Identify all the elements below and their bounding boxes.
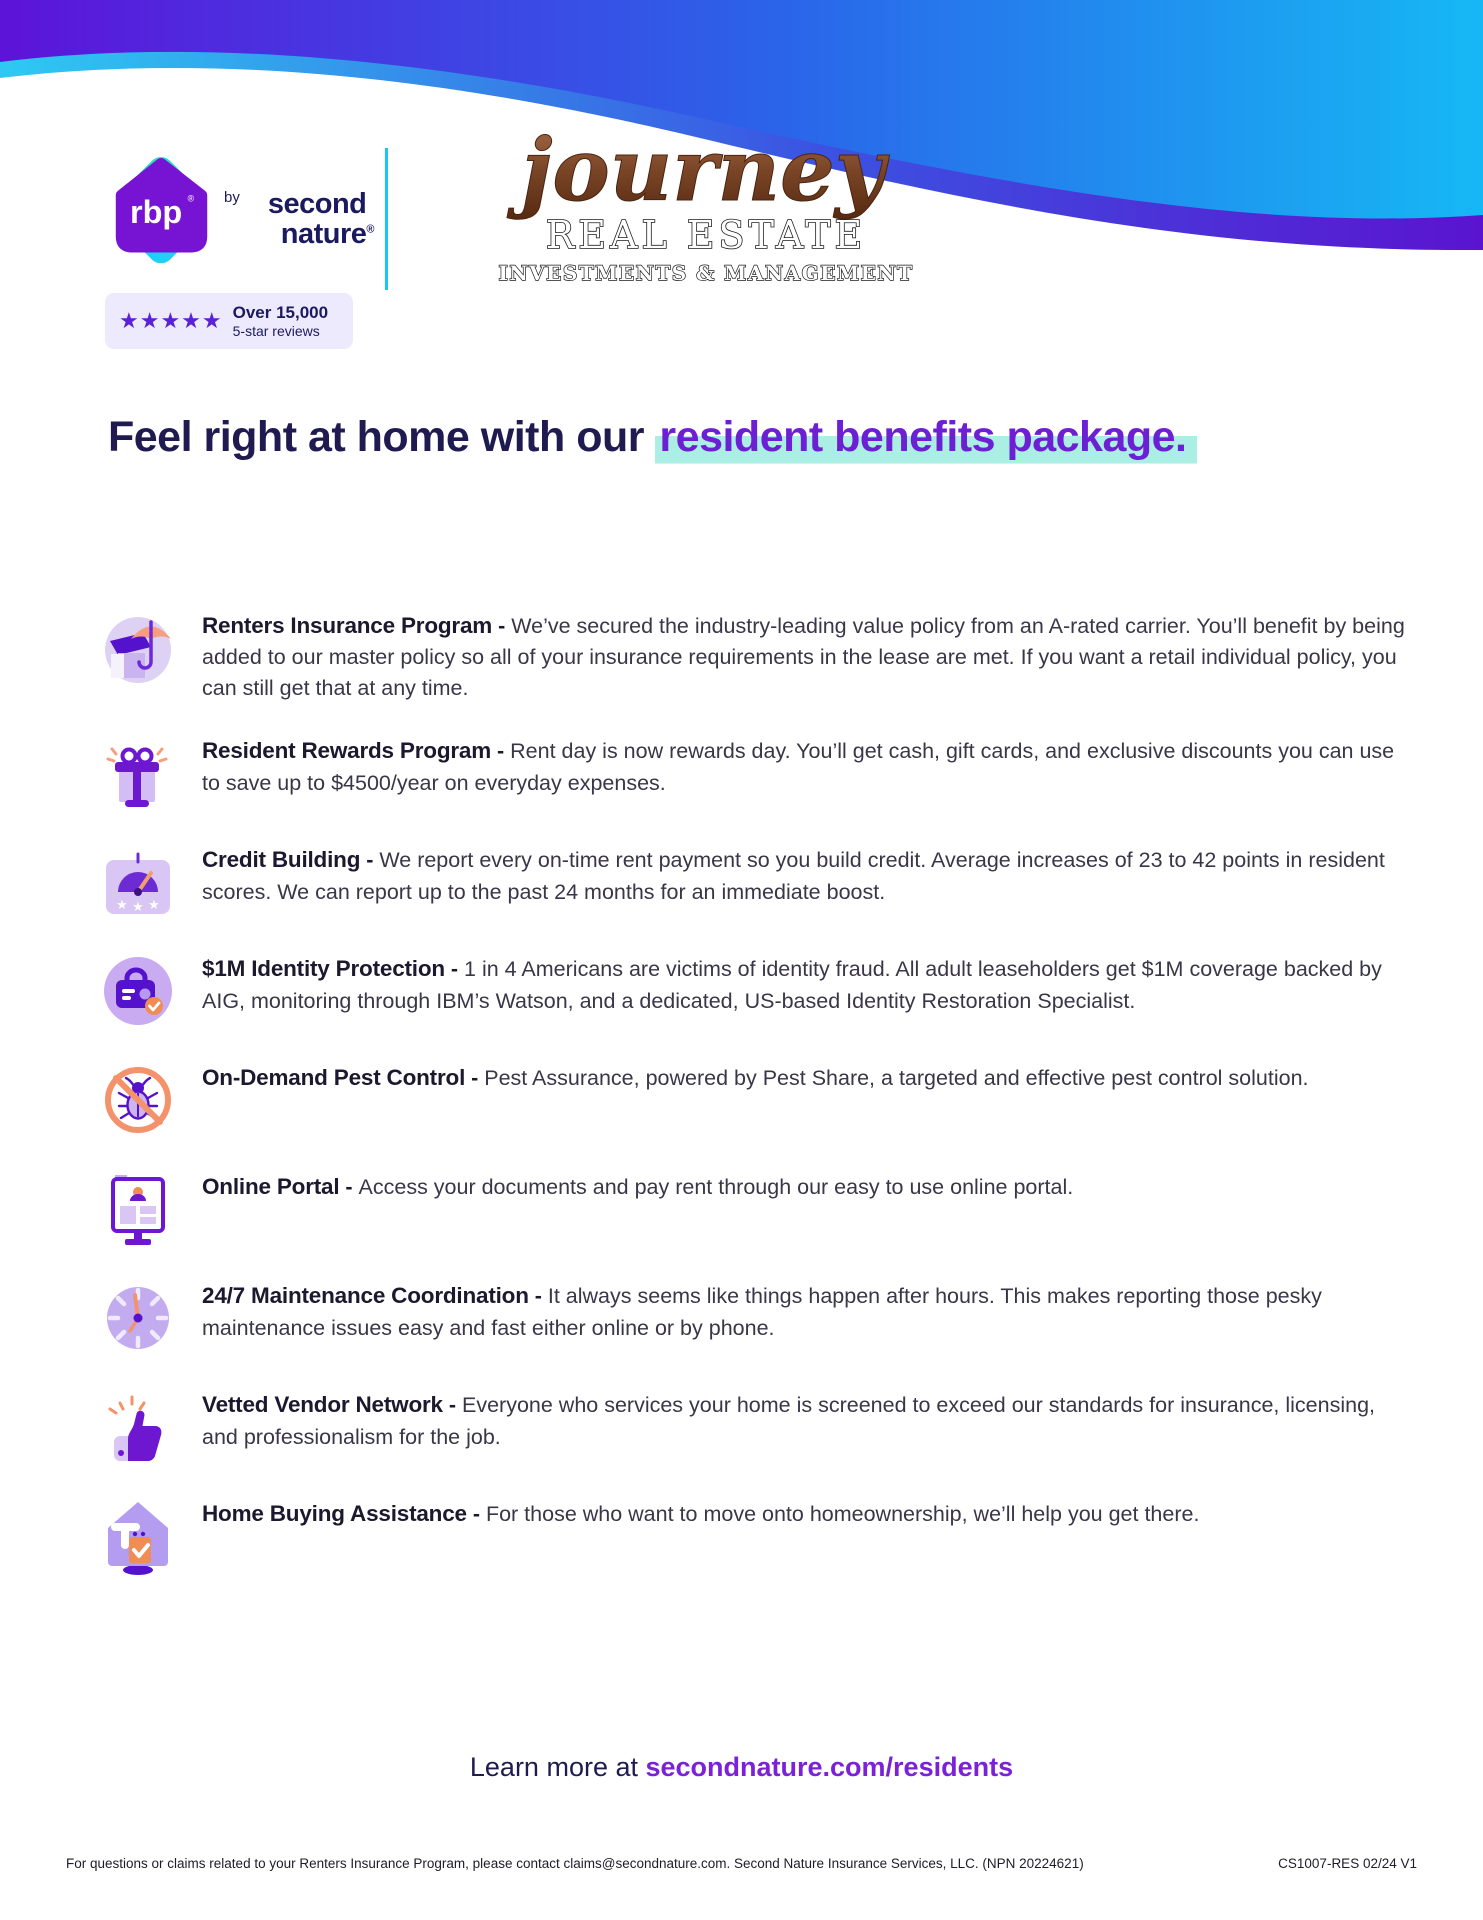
brand-word-second: second <box>267 188 367 220</box>
benefit-body: Rent day is now rewards day. You’ll get cash, gift cards, and exclusive discounts you can use to save up to $4500/year on everyday expenses. <box>202 739 1395 795</box>
benefit-item-online-portal: Online Portal - Access your documents and pay rent through our easy to use online portal. <box>98 1169 1408 1249</box>
svg-text:®: ® <box>187 193 195 204</box>
title-prefix: Feel right at home with our <box>108 413 656 461</box>
benefit-item-maintenance: 24/7 Maintenance Coordination - It always seems like things happen after hours. This makes reporting those pesky maintenance issues easy and fast either online or by phone. <box>98 1278 1408 1358</box>
benefit-body: 1 in 4 Americans are victims of identity fraud. All adult leaseholders get $1M coverage backed by AIG, monitoring through IBM’s Watson, and a dedicated, US-based Identity Restoration Specialist. <box>202 957 1382 1013</box>
benefits-list <box>98 608 1408 1605</box>
title-highlight: resident benefits package. <box>655 413 1196 466</box>
clock-icon <box>98 1278 178 1358</box>
logo-divider <box>385 148 388 290</box>
thumbs-up-icon <box>98 1387 178 1467</box>
benefit-body: Pest Assurance, powered by Pest Share, a targeted and effective pest control solution. <box>484 1066 1309 1091</box>
benefit-body: For those who want to move onto homeownership, we’ll help you get there. <box>485 1502 1200 1527</box>
home-check-icon <box>98 1496 178 1576</box>
benefit-heading: Online Portal <box>202 1174 340 1200</box>
fine-print-right: CS1007-RES 02/24 V1 <box>1278 1856 1417 1871</box>
benefit-item-pest-control: On-Demand Pest Control - Pest Assurance, powered by Pest Share, a targeted and effective pest control solution. <box>98 1060 1408 1140</box>
second-nature-wordmark <box>224 190 374 249</box>
no-pest-icon <box>98 1060 178 1140</box>
benefit-item-home-buying: Home Buying Assistance - For those who want to move onto homeownership, we’ll help you get there. <box>98 1496 1408 1576</box>
umbrella-house-icon <box>98 608 178 688</box>
reviews-badge <box>105 293 353 349</box>
five-stars-icon: ★★★★★ <box>119 308 223 333</box>
benefit-heading: On-Demand Pest Control <box>202 1065 466 1091</box>
benefit-body: We’ve secured the industry-leading value policy from an A-rated carrier. You’ll benefit by being added to our master policy so all of your insurance requirements in the lease are met. If you want a retail individual policy, you can still get that at any time. <box>202 614 1405 701</box>
benefit-item-identity-protection: $1M Identity Protection - 1 in 4 Americans are victims of identity fraud. All adult leaseholders get $1M coverage backed by AIG, monitoring through IBM’s Watson, and a dedicated, US-based Identity Restoration Specialist. <box>98 951 1408 1031</box>
identity-lock-icon <box>98 951 178 1031</box>
online-portal-icon <box>98 1169 178 1249</box>
benefit-body: It always seems like things happen after hours. This makes reporting those pesky maintenance issues easy and fast either online or by phone. <box>202 1284 1322 1340</box>
benefit-heading: Credit Building <box>202 847 361 873</box>
benefit-heading: Home Buying Assistance <box>202 1501 467 1527</box>
benefit-body: Access your documents and pay rent through our easy to use online portal. <box>358 1175 1074 1200</box>
journey-real-estate-logo <box>438 122 968 300</box>
benefit-heading: 24/7 Maintenance Coordination <box>202 1283 529 1309</box>
benefit-item-credit-building: ★ ★ ★ Credit Building - We report every on-time rent payment so you build credit. Average increases of 23 to 42 points in resident scores. We can report up to the past 24 months for an immediate boost. <box>98 842 1408 922</box>
benefit-heading: Resident Rewards Program <box>202 738 492 764</box>
learn-more-line <box>0 1752 1483 1783</box>
rbp-logo <box>103 150 221 290</box>
journey-script-text: journey <box>521 122 885 221</box>
by-label: by <box>224 189 240 206</box>
credit-gauge-icon <box>98 842 178 922</box>
fine-print <box>66 1856 1417 1871</box>
benefit-item-vendor-network: Vetted Vendor Network - Everyone who services your home is screened to exceed our standards for insurance, licensing, and professionalism for the job. <box>98 1387 1408 1467</box>
benefit-item-resident-rewards: Resident Rewards Program - Rent day is now rewards day. You’ll get cash, gift cards, and exclusive discounts you can use to save up to $4500/year on everyday expenses. <box>98 733 1408 813</box>
benefit-body: We report every on-time rent payment so you build credit. Average increases of 23 to 42 points in resident scores. We can report up to the past 24 months for an immediate boost. <box>202 848 1385 904</box>
real-estate-text: REAL ESTATE <box>545 213 867 257</box>
brand-word-nature: nature® <box>280 218 374 250</box>
svg-text:★: ★ <box>148 897 160 913</box>
learn-more-url[interactable]: secondnature.com/residents <box>645 1752 1014 1782</box>
benefit-item-renters-insurance: Renters Insurance Program - We’ve secured the industry-leading value policy from an A-rated carrier. You’ll benefit by being added to our master policy so all of your insurance requirements in the lease are met. If you want a retail individual policy, you can still get that at any time. <box>98 608 1408 704</box>
fine-print-left: For questions or claims related to your Renters Insurance Program, please contact claims@secondnature.com. Second Nature Insurance Services, LLC. (NPN 20224621) <box>66 1856 1084 1871</box>
reviews-label: 5-star reviews <box>232 322 320 339</box>
benefit-heading: $1M Identity Protection <box>202 956 445 982</box>
benefit-body: Everyone who services your home is screened to exceed our standards for insurance, licensing, and professionalism for the job. <box>202 1393 1376 1449</box>
svg-text:★: ★ <box>116 897 128 913</box>
svg-text:★: ★ <box>132 899 144 915</box>
benefit-heading: Vetted Vendor Network <box>202 1392 443 1418</box>
page-title <box>108 412 1433 464</box>
investments-management-text: INVESTMENTS & MANAGEMENT <box>498 261 914 285</box>
gift-box-icon <box>98 733 178 813</box>
benefit-heading: Renters Insurance Program <box>202 613 493 638</box>
reviews-count: Over 15,000 <box>232 303 329 323</box>
learn-more-prefix: Learn more at <box>469 1752 646 1782</box>
svg-text:rbp: rbp <box>129 193 183 230</box>
